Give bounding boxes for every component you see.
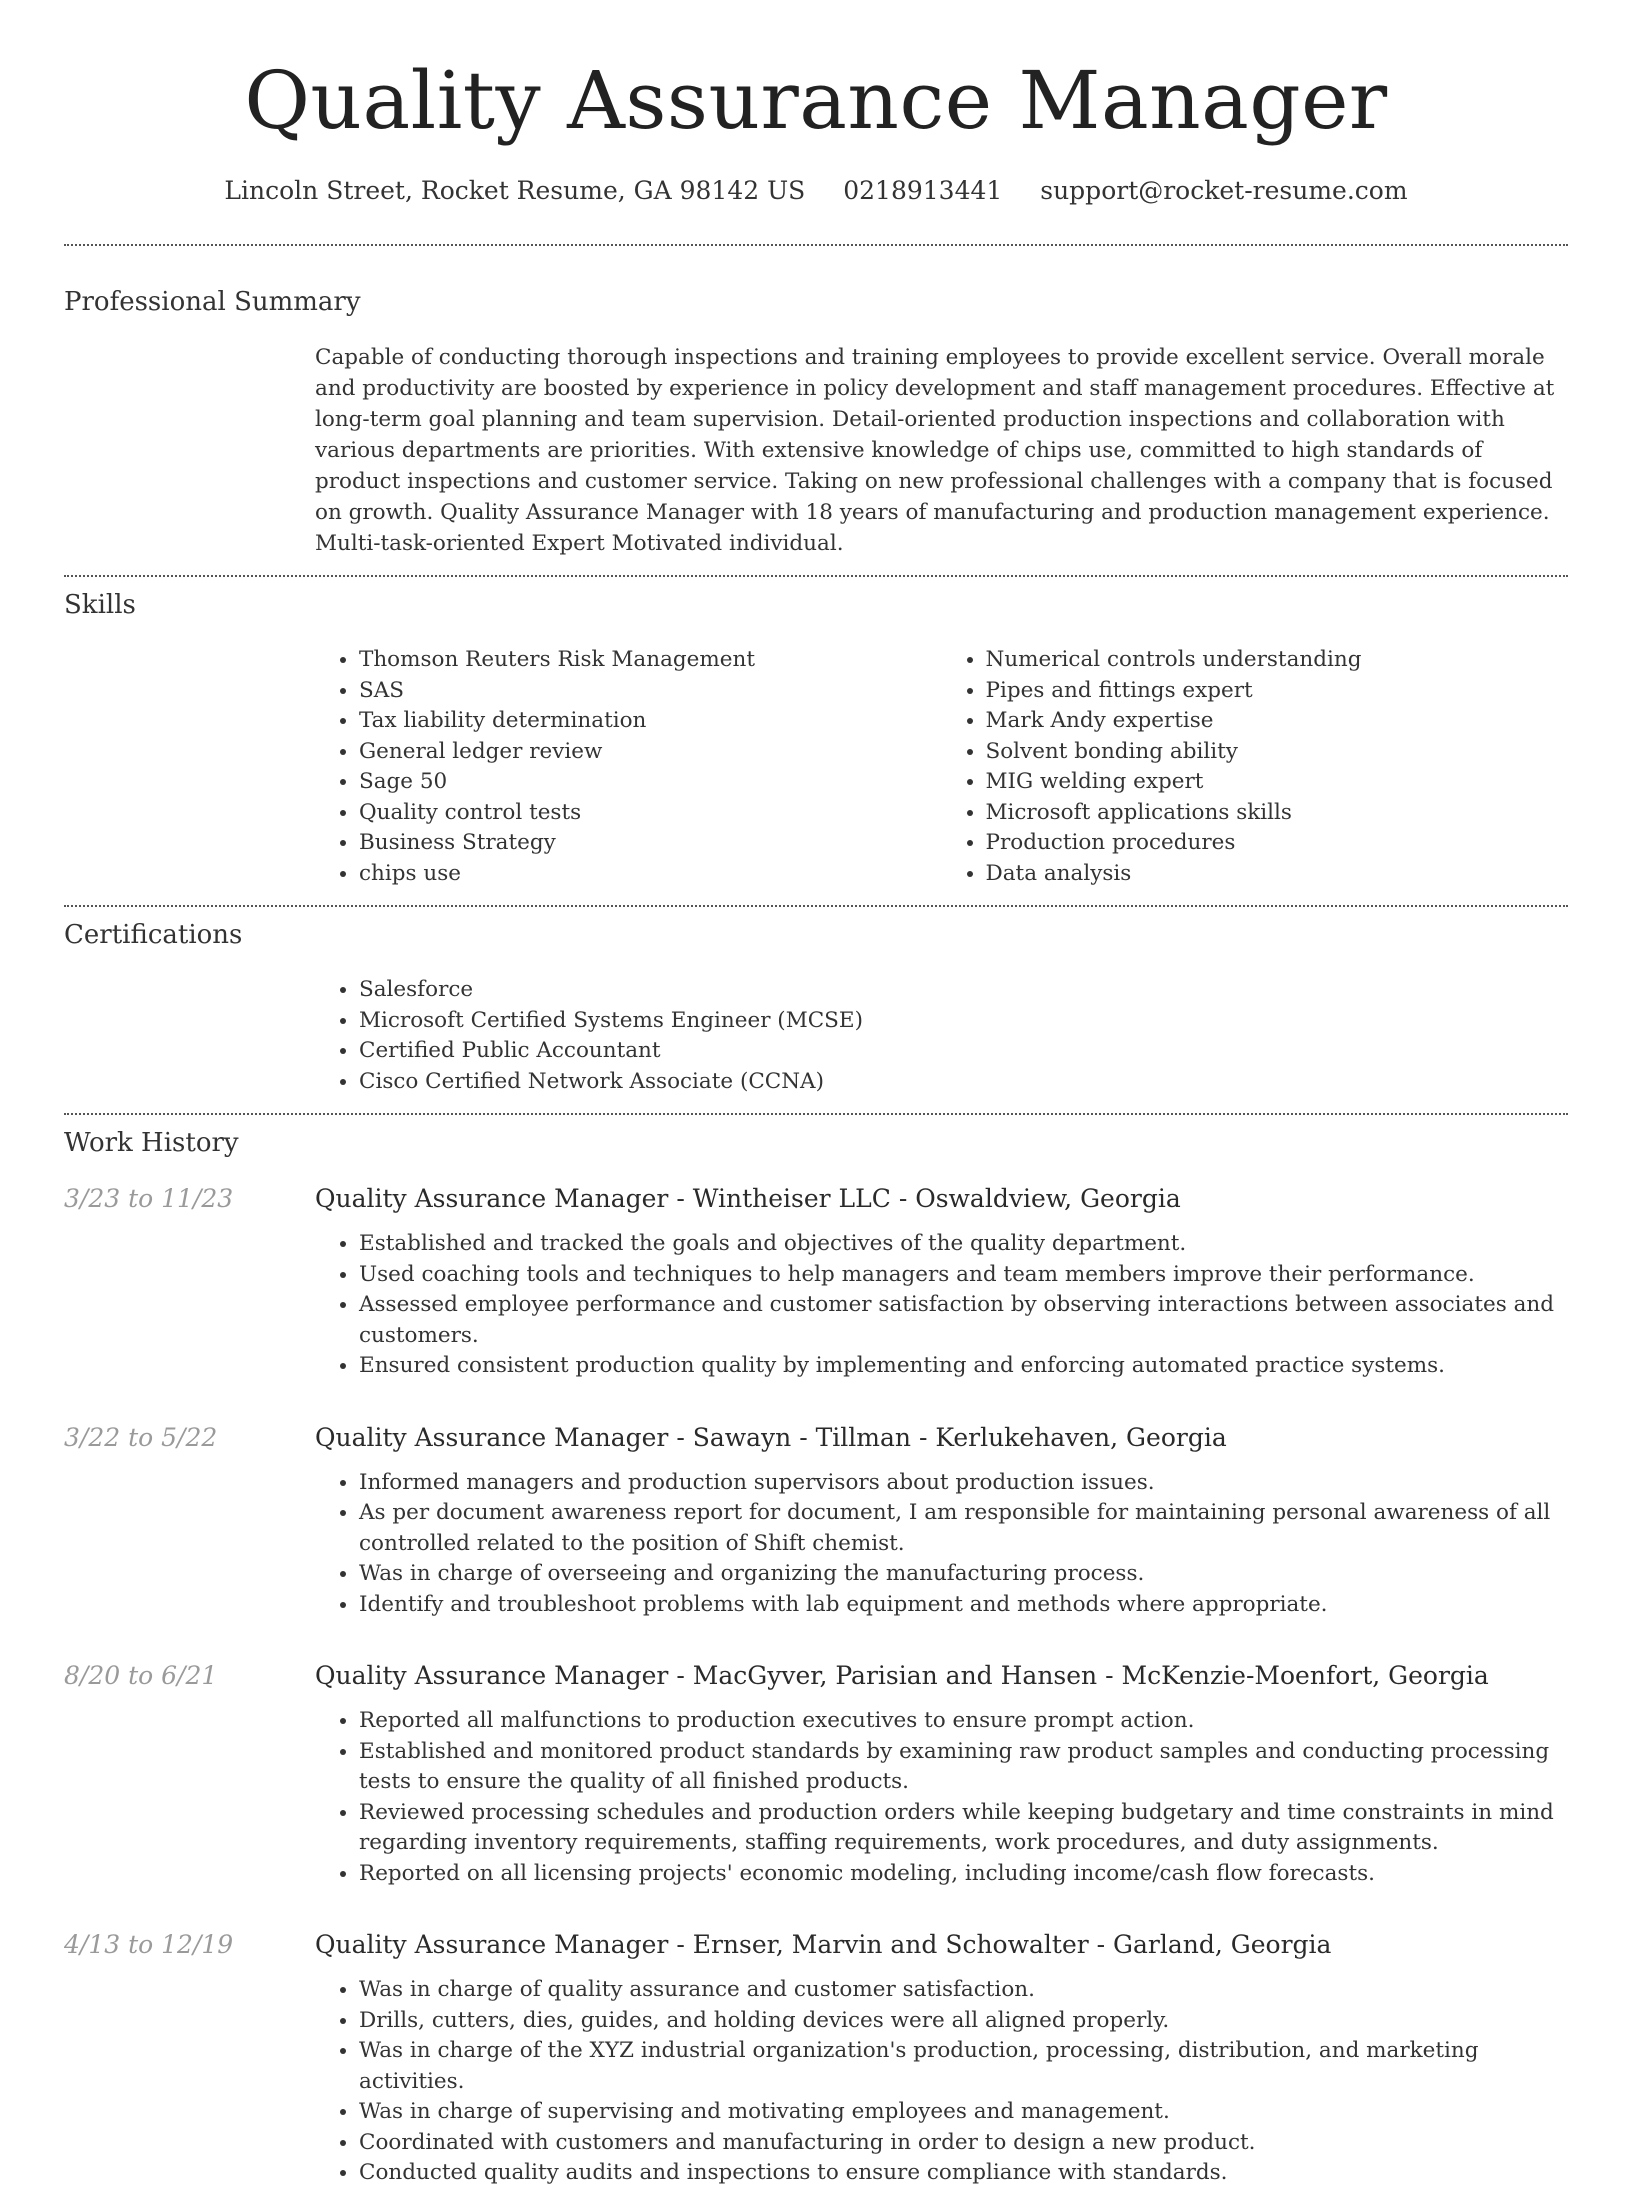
job-date: 3/23 to 11/23: [64, 1184, 234, 1213]
skill-item: • General ledger review: [359, 737, 942, 768]
job-entry: [64, 1660, 1568, 1889]
job-details: [315, 1183, 1568, 1382]
work-history-list: [64, 1183, 1568, 2189]
address: Lincoln Street, Rocket Resume, GA 98142 US: [224, 176, 806, 205]
certification-item: • Microsoft Certified Systems Engineer (MCSE): [359, 1006, 863, 1037]
skill-item: • Production procedures: [986, 828, 1569, 859]
job-bullet: • Assessed employee performance and customer satisfaction by observing interactions between associates and customers.: [359, 1290, 1568, 1351]
job-bullets: [315, 1706, 1568, 1889]
skill-item: • Numerical controls understanding: [986, 645, 1569, 676]
job-bullets: [315, 1229, 1568, 1382]
job-title: Quality Assurance Manager - Wintheiser LLC - Oswaldview, Georgia: [315, 1184, 1181, 1213]
skill-item: • MIG welding expert: [986, 767, 1569, 798]
resume-page: [64, 0, 1568, 2189]
job-bullet: • Was in charge of supervising and motivating employees and management.: [359, 2097, 1568, 2128]
skill-item: • Solvent bonding ability: [986, 737, 1569, 768]
email[interactable]: support@rocket-resume.com: [1040, 176, 1408, 205]
job-date: 4/13 to 12/19: [64, 1930, 234, 1959]
skill-item: • chips use: [359, 859, 942, 890]
job-bullet: • Conducted quality audits and inspections to ensure compliance with standards.: [359, 2158, 1568, 2189]
job-entry: [64, 1183, 1568, 1382]
skill-item: • Pipes and fittings expert: [986, 676, 1569, 707]
certifications-list: [315, 975, 863, 1097]
job-details: [315, 1422, 1568, 1621]
job-bullet: • Established and tracked the goals and objectives of the quality department.: [359, 1229, 1568, 1260]
certification-item: • Cisco Certified Network Associate (CCNA): [359, 1067, 863, 1098]
skill-item: • Business Strategy: [359, 828, 942, 859]
job-bullet: • Ensured consistent production quality by implementing and enforcing automated practice systems.: [359, 1351, 1568, 1382]
job-bullet: • Reported on all licensing projects' economic modeling, including income/cash flow forecasts.: [359, 1859, 1568, 1890]
section-title-summary: Professional Summary: [64, 287, 361, 317]
job-bullet: • Reported all malfunctions to production executives to ensure prompt action.: [359, 1706, 1568, 1737]
divider: [64, 244, 1568, 246]
skill-item: • Thomson Reuters Risk Management: [359, 645, 942, 676]
job-title: Quality Assurance Manager - Ernser, Marvin and Schowalter - Garland, Georgia: [315, 1930, 1332, 1959]
candidate-name: Quality Assurance Manager: [244, 54, 1388, 147]
certification-item: • Salesforce: [359, 975, 863, 1006]
job-bullets: [315, 1975, 1568, 2189]
skills-list-right: [942, 645, 1569, 889]
skill-item: • Tax liability determination: [359, 706, 942, 737]
job-bullets: [315, 1468, 1568, 1621]
skill-item: • Microsoft applications skills: [986, 798, 1569, 829]
job-entry: [64, 1929, 1568, 2189]
certifications-block: [315, 975, 1568, 1097]
section-title-skills: Skills: [64, 590, 136, 620]
skill-item: • Data analysis: [986, 859, 1569, 890]
job-details: [315, 1929, 1568, 2189]
divider: [64, 575, 1568, 577]
divider: [64, 1113, 1568, 1115]
skill-item: • Sage 50: [359, 767, 942, 798]
skill-item: • Mark Andy expertise: [986, 706, 1569, 737]
job-bullet: • Used coaching tools and techniques to help managers and team members improve their performance.: [359, 1260, 1568, 1291]
skills-columns: [315, 645, 1568, 889]
job-bullet: • Established and monitored product standards by examining raw product samples and conducting processing tests to ensure the quality of all finished products.: [359, 1737, 1568, 1798]
job-bullet: • Coordinated with customers and manufacturing in order to design a new product.: [359, 2128, 1568, 2159]
phone: 0218913441: [843, 176, 1003, 205]
skill-item: • Quality control tests: [359, 798, 942, 829]
job-bullet: • As per document awareness report for document, I am responsible for maintaining personal awareness of all controlled related to the position of Shift chemist.: [359, 1498, 1568, 1559]
contact-line: [64, 174, 1568, 208]
certification-item: • Certified Public Accountant: [359, 1036, 863, 1067]
summary-text: Capable of conducting thorough inspections and training employees to provide excellent service. Overall morale and productivity are boosted by experience in policy development and staff management procedures. Effective at long-term goal planning and team supervision. Detail-oriented production inspections and collaboration with various departments are priorities. With extensive knowledge of chips use, committed to high standards of product inspections and customer service. Taking on new professional challenges with a company that is focused on growth. Quality Assurance Manager with 18 years of manufacturing and production management experience. Multi-task-oriented Expert Motivated individual.: [315, 345, 1555, 556]
job-title: Quality Assurance Manager - MacGyver, Parisian and Hansen - McKenzie-Moenfort, Georgia: [315, 1661, 1489, 1690]
job-details: [315, 1660, 1568, 1889]
skill-item: • SAS: [359, 676, 942, 707]
skills-list-left: [315, 645, 942, 889]
divider: [64, 905, 1568, 907]
job-bullet: • Identify and troubleshoot problems with lab equipment and methods where appropriate.: [359, 1590, 1568, 1621]
section-title-work-history: Work History: [64, 1128, 239, 1158]
section-title-certifications: Certifications: [64, 920, 243, 950]
job-bullet: • Was in charge of quality assurance and customer satisfaction.: [359, 1975, 1568, 2006]
job-date: 3/22 to 5/22: [64, 1422, 218, 1452]
job-title: Quality Assurance Manager - Sawayn - Tillman - Kerlukehaven, Georgia: [315, 1422, 1227, 1452]
job-date: 8/20 to 6/21: [64, 1661, 218, 1690]
job-bullet: • Was in charge of overseeing and organizing the manufacturing process.: [359, 1559, 1568, 1590]
job-bullet: • Drills, cutters, dies, guides, and holding devices were all aligned properly.: [359, 2006, 1568, 2037]
job-bullet: • Was in charge of the XYZ industrial organization's production, processing, distribution, and marketing activities.: [359, 2036, 1568, 2097]
job-entry: [64, 1422, 1568, 1621]
job-bullet: • Reviewed processing schedules and production orders while keeping budgetary and time constraints in mind regarding inventory requirements, staffing requirements, work procedures, and duty assignments.: [359, 1798, 1568, 1859]
job-bullet: • Informed managers and production supervisors about production issues.: [359, 1468, 1568, 1499]
